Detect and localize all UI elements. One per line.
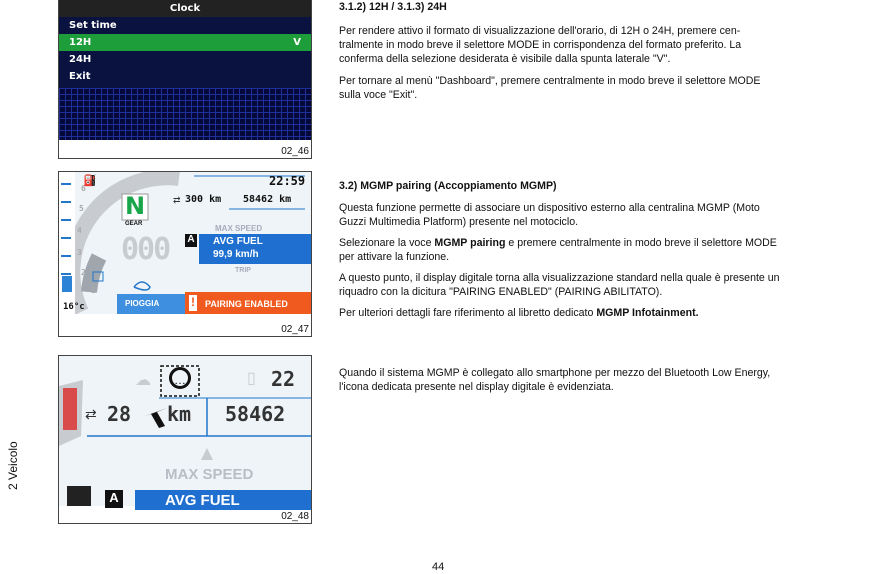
paragraph: Quando il sistema MGMP è collegato allo smartphone per mezzo del Bluetooth Low Energy, l'icona dedicata presente nel display digitale è evidenziata. (339, 367, 771, 393)
zoom-display (59, 356, 311, 509)
check-mark: V (293, 37, 301, 48)
fuel-icon: ⛽ (83, 175, 97, 187)
weather-label: PIOGGIA (125, 299, 160, 308)
figure-caption: 02_48 (281, 511, 309, 522)
phone-icon: ▯ (247, 370, 256, 387)
menu-item-24h: 24H (69, 54, 92, 65)
pairing-enabled-label: PAIRING ENABLED (205, 299, 288, 309)
figure-dashboard-pairing (58, 171, 312, 337)
range-readout: 28 (107, 402, 132, 426)
avg-fuel-box (199, 234, 311, 264)
figure-caption: 02_47 (281, 324, 309, 335)
paragraph: Per tornare al menù "Dashboard", premere centralmente in modo breve il selettore MODE sulla voce "Exit". (339, 75, 761, 101)
clock-readout: 22:59 (269, 174, 306, 188)
range-readout: 300 km (185, 194, 222, 205)
odometer-readout: 58462 km (243, 194, 292, 205)
avg-fuel-value: 99,9 km/h (213, 249, 259, 260)
text-run: Selezionare la voce (339, 237, 435, 249)
range-icon: ⇄ (173, 195, 181, 205)
alert-badge: ! (191, 295, 195, 309)
section-heading: 3.1.2) 12H / 3.1.3) 24H (339, 1, 447, 13)
gear-label: GEAR (125, 221, 143, 227)
avg-fuel-label: AVG FUEL (213, 236, 263, 247)
scale-4: 4 (77, 226, 82, 235)
dashboard-display (59, 172, 311, 314)
odometer-readout: 58462 (225, 402, 286, 426)
menu-background-grid (59, 88, 311, 140)
weather-icon: ☁ (135, 372, 151, 389)
speed-digits: 000 (121, 232, 170, 267)
side-label: 2 Veicolo (6, 441, 20, 490)
text-run: Per ulteriori dettagli fare riferimento al libretto dedicato (339, 307, 597, 319)
section-clock-format (339, 1, 781, 102)
paragraph: Questa funzione permette di associare un dispositivo esterno alla centralina MGMP (Moto Guzzi Multimedia Platform) presente nel motociclo. (339, 202, 760, 228)
max-speed-label: MAX SPEED (215, 224, 263, 233)
scale-3: 3 (77, 248, 82, 257)
clock-menu (59, 0, 311, 140)
bold-term: MGMP Infotainment. (596, 307, 699, 319)
scale-2: 2 (81, 268, 86, 277)
menu-item-label: 12H (69, 37, 92, 48)
max-speed-label: MAX SPEED (165, 466, 254, 483)
section-heading: 3.2) MGMP pairing (Accoppiamento MGMP) (339, 180, 557, 192)
paragraph: A questo punto, il display digitale torna alla visualizzazione standard nella quale è presente un riquadro con la dicitura "PAIRING ENABLED" (PAIRING ABILITATO). (339, 272, 780, 298)
section-mgmp-pairing (339, 180, 781, 320)
trip-label: TRIP (235, 267, 251, 274)
range-icon: ⇄ (85, 406, 97, 422)
paragraph (339, 236, 781, 264)
paragraph: Per rendere attivo il formato di visualizzazione dell'orario, di 12H o 24H, premere cen-tralmente in modo breve il selettore MODE in corrispondenza del formato preferito. La conferma della selezione desiderata è visibile dalla spunta laterale "V". (339, 25, 742, 65)
menu-item-12h (59, 34, 311, 51)
clock-readout: 22 (271, 367, 296, 391)
temperature-readout: 16°c (63, 302, 85, 312)
text-run: e premere centralmente in modo breve il selettore MODE per attivare la funzione. (339, 237, 777, 263)
gear-indicator: N (125, 192, 146, 220)
avg-fuel-box (135, 490, 311, 510)
menu-title: Clock (59, 0, 311, 17)
range-unit: km (167, 402, 192, 426)
page-number: 44 (432, 561, 445, 573)
paragraph (339, 306, 781, 320)
menu-item-set-time: Set time (69, 20, 117, 31)
figure-clock-menu (58, 0, 312, 159)
scale-5: 5 (79, 204, 84, 213)
section-bluetooth (339, 366, 781, 394)
avg-fuel-label: AVG FUEL (165, 492, 240, 509)
trip-mode-badge: A (185, 234, 197, 247)
figure-caption: 02_46 (281, 146, 309, 157)
trip-mode-badge: A (105, 490, 123, 508)
bold-term: MGMP pairing (434, 237, 506, 249)
menu-item-exit: Exit (69, 71, 91, 82)
figure-bluetooth-icon (58, 355, 312, 524)
scale-6: 6 (81, 184, 86, 193)
bluetooth-icon: … (169, 367, 191, 389)
scale-1: 1 (91, 286, 96, 295)
